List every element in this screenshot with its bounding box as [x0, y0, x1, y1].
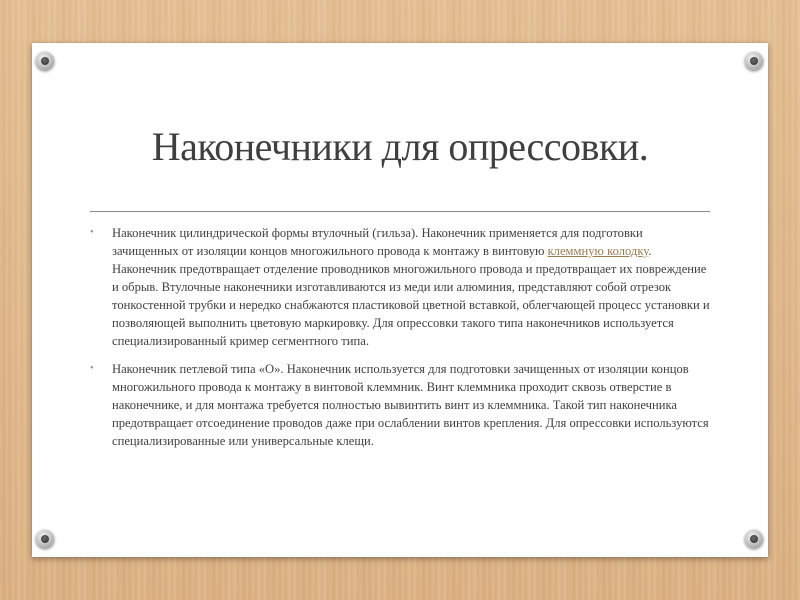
slide	[32, 43, 768, 557]
bullet-text-before: Наконечник цилиндрической формы втулочный (гильза). Наконечник применяется для подготовки зачищенных от изоляции концов многожильного провода к монтажу в винтовую	[112, 226, 643, 258]
bullet-item	[90, 360, 712, 450]
bullet-item	[90, 224, 712, 350]
pushpin-icon	[745, 52, 763, 70]
bullet-text-after: . Наконечник предотвращает отделение проводников многожильного провода и предотвращает их повреждение и обрыв. Втулочные наконечники изготавливаются из меди или алюминия, представляют собой отрезок тонкостенной трубки и нередко снабжаются пластиковой цветной вставкой, облегчающей процесс установки и позволяющей выполнить цветовую маркировку. Для опрессовки такого типа наконечников используется специализированный кример сегментного типа.	[112, 244, 710, 348]
bullet-marker: •	[90, 363, 94, 374]
bullet-text: Наконечник петлевой типа «О». Наконечник используется для подготовки зачищенных от изоляции концов многожильного провода к монтажу в винтовой клеммник. Винт клеммника проходит сквозь отверстие в наконечнике, и для монтажа требуется полностью вывинтить винт из клеммника. Такой тип наконечника предотвращает отсоединение проводов даже при ослаблении винтов крепления. Для опрессовки используются специализированные или универсальные клещи.	[112, 362, 709, 448]
title-divider	[90, 211, 710, 212]
pushpin-icon	[745, 530, 763, 548]
slide-title: Наконечники для опрессовки.	[151, 124, 649, 169]
pushpin-icon	[36, 530, 54, 548]
bullet-marker: •	[90, 227, 94, 238]
terminal-block-link[interactable]: клеммную колодку	[547, 244, 649, 258]
pushpin-icon	[36, 52, 54, 70]
slide-content	[90, 224, 712, 460]
